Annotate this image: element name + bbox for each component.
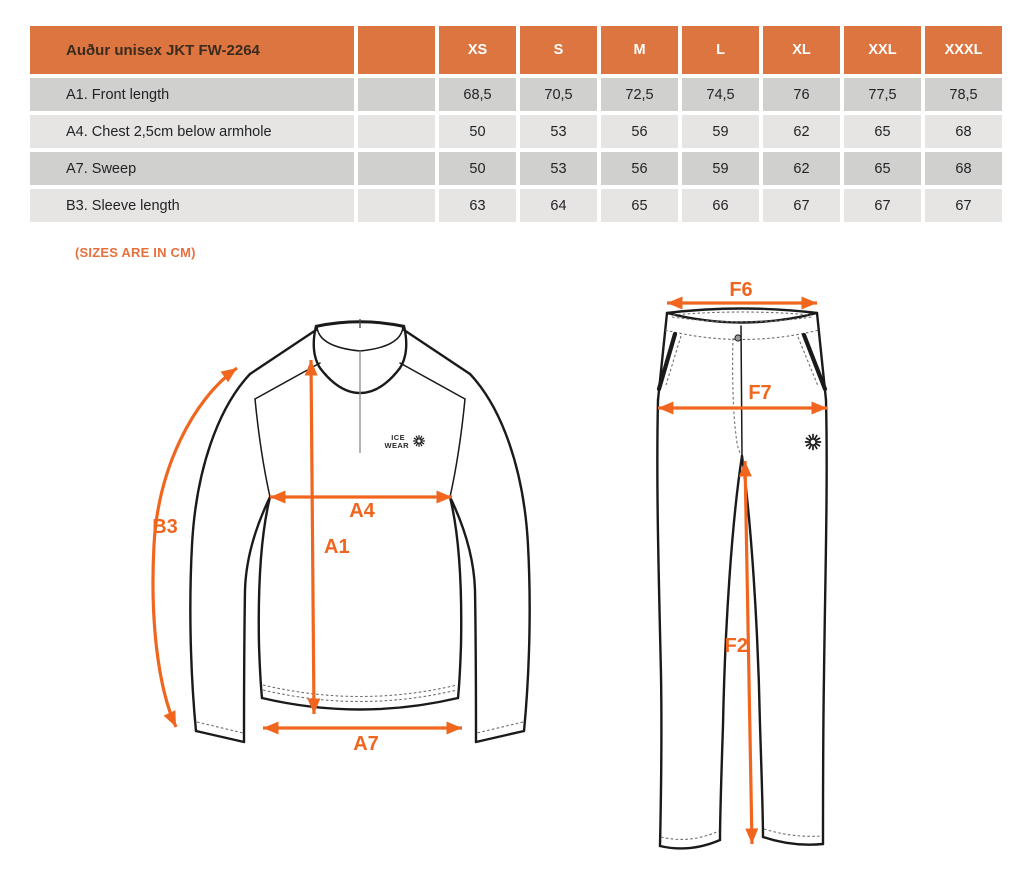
size-cell: 74,5 <box>682 78 759 111</box>
size-cell: 66 <box>682 189 759 222</box>
size-cell: 68 <box>925 115 1002 148</box>
table-row <box>30 152 1002 185</box>
size-cell: 62 <box>763 152 840 185</box>
size-cell: 64 <box>520 189 597 222</box>
waist-button <box>735 335 741 341</box>
size-cell: 70,5 <box>520 78 597 111</box>
size-cell: 53 <box>520 115 597 148</box>
label-f7: F7 <box>748 382 772 404</box>
size-cell: 59 <box>682 115 759 148</box>
jacket-measure-arrows <box>152 360 462 755</box>
size-cell: 65 <box>844 115 921 148</box>
size-cell: 65 <box>601 189 678 222</box>
waist-inside <box>667 309 817 323</box>
size-header-xxxl: XXXL <box>925 26 1002 74</box>
size-cell: 50 <box>439 115 516 148</box>
logo-text-ice: ICE <box>391 433 405 442</box>
product-title: Auður unisex JKT FW-2264 <box>30 26 354 74</box>
pants-diagram <box>620 275 880 870</box>
icewear-logo <box>384 433 424 450</box>
fly-line <box>741 326 742 456</box>
measure-label: A7. Sweep <box>30 152 354 185</box>
size-cell: 62 <box>763 115 840 148</box>
jacket-diagram <box>130 290 570 770</box>
size-header-s: S <box>520 26 597 74</box>
spacer-cell <box>358 78 435 111</box>
size-cell: 72,5 <box>601 78 678 111</box>
measure-label: A1. Front length <box>30 78 354 111</box>
size-header-xxl: XXL <box>844 26 921 74</box>
size-cell: 63 <box>439 189 516 222</box>
table-header-row <box>30 26 1002 74</box>
size-chart-table <box>26 22 1006 226</box>
size-cell: 67 <box>844 189 921 222</box>
size-cell: 68 <box>925 152 1002 185</box>
size-cell: 50 <box>439 152 516 185</box>
size-header-m: M <box>601 26 678 74</box>
snowflake-icon <box>806 435 821 450</box>
size-cell: 76 <box>763 78 840 111</box>
size-cell: 59 <box>682 152 759 185</box>
label-f6: F6 <box>729 279 753 301</box>
label-f2: F2 <box>724 635 748 657</box>
label-a1: A1 <box>324 536 350 558</box>
label-a4: A4 <box>349 500 375 522</box>
size-cell: 53 <box>520 152 597 185</box>
table-row <box>30 189 1002 222</box>
arrow-a1 <box>311 360 314 714</box>
units-note: (SIZES ARE IN CM) <box>75 245 196 260</box>
size-cell: 68,5 <box>439 78 516 111</box>
label-b3: B3 <box>152 516 178 538</box>
spacer-header-cell <box>358 26 435 74</box>
measure-label: A4. Chest 2,5cm below armhole <box>30 115 354 148</box>
size-cell: 65 <box>844 152 921 185</box>
size-header-xl: XL <box>763 26 840 74</box>
measure-label: B3. Sleeve length <box>30 189 354 222</box>
arrow-b3 <box>153 368 237 727</box>
pants-outline <box>657 309 826 849</box>
size-cell: 56 <box>601 152 678 185</box>
size-header-l: L <box>682 26 759 74</box>
spacer-cell <box>358 115 435 148</box>
logo-text-wear: WEAR <box>384 441 409 450</box>
snowflake-icon <box>414 436 425 447</box>
size-cell: 67 <box>925 189 1002 222</box>
size-header-xs: XS <box>439 26 516 74</box>
table-row <box>30 78 1002 111</box>
size-cell: 56 <box>601 115 678 148</box>
size-cell: 78,5 <box>925 78 1002 111</box>
size-cell: 67 <box>763 189 840 222</box>
label-a7: A7 <box>353 733 379 755</box>
jacket-outline <box>190 319 529 742</box>
pants-measure-arrows <box>658 279 827 844</box>
spacer-cell <box>358 152 435 185</box>
spacer-cell <box>358 189 435 222</box>
table-row <box>30 115 1002 148</box>
size-cell: 77,5 <box>844 78 921 111</box>
